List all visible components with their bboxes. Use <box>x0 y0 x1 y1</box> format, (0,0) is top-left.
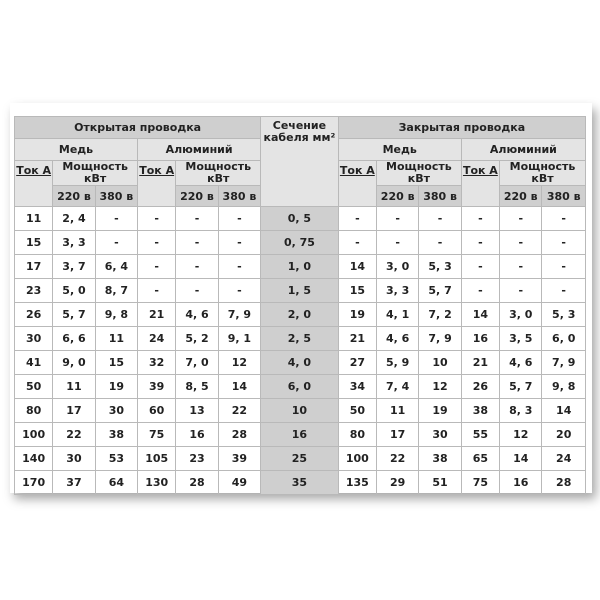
voltage-220-header: 220 в <box>376 186 418 207</box>
table-cell: 14 <box>500 447 542 471</box>
voltage-380-header: 380 в <box>218 186 260 207</box>
table-cell: 5, 0 <box>53 279 95 303</box>
table-cell: 135 <box>338 471 376 495</box>
table-cell: 37 <box>53 471 95 495</box>
table-cell: 3, 0 <box>376 255 418 279</box>
table-cell: 39 <box>138 375 176 399</box>
table-cell: 2, 4 <box>53 207 95 231</box>
table-cell: 15 <box>338 279 376 303</box>
table-cell: 64 <box>95 471 137 495</box>
table-cell: 22 <box>53 423 95 447</box>
table-cell: 53 <box>95 447 137 471</box>
table-cell: 17 <box>53 399 95 423</box>
table-cell: 38 <box>95 423 137 447</box>
table-cell: 23 <box>15 279 53 303</box>
table-cell: 7, 9 <box>218 303 260 327</box>
voltage-380-header: 380 в <box>95 186 137 207</box>
table-row <box>15 351 586 375</box>
table-cell: - <box>218 207 260 231</box>
table-cell: 17 <box>376 423 418 447</box>
table-cell: 16 <box>176 423 218 447</box>
table-row <box>15 423 586 447</box>
table-cell: 170 <box>15 471 53 495</box>
table-row <box>15 279 586 303</box>
voltage-380-header: 380 в <box>419 186 461 207</box>
table-cell: - <box>500 207 542 231</box>
table-cell: - <box>218 231 260 255</box>
table-cell: 32 <box>138 351 176 375</box>
table-cell: 30 <box>419 423 461 447</box>
table-cell: 9, 8 <box>542 375 586 399</box>
table-cell: - <box>376 231 418 255</box>
table-body <box>15 207 586 495</box>
closed-copper-current-header: Ток А <box>338 161 376 207</box>
section-cell: 2, 5 <box>261 327 339 351</box>
table-cell: 7, 9 <box>542 351 586 375</box>
section-cell: 0, 75 <box>261 231 339 255</box>
table-cell: 5, 7 <box>419 279 461 303</box>
section-cell: 25 <box>261 447 339 471</box>
table-cell: 28 <box>176 471 218 495</box>
table-cell: 75 <box>138 423 176 447</box>
table-cell: 55 <box>461 423 499 447</box>
table-cell: 8, 3 <box>500 399 542 423</box>
table-cell: 140 <box>15 447 53 471</box>
table-cell: 39 <box>218 447 260 471</box>
table-cell: 30 <box>15 327 53 351</box>
table-cell: 6, 4 <box>95 255 137 279</box>
table-row <box>15 447 586 471</box>
table-cell: 49 <box>218 471 260 495</box>
table-row <box>15 303 586 327</box>
table-cell: 21 <box>338 327 376 351</box>
table-cell: 5, 9 <box>376 351 418 375</box>
table-cell: - <box>542 231 586 255</box>
table-cell: - <box>338 231 376 255</box>
closed-aluminum-header: Алюминий <box>461 139 585 161</box>
table-cell: 19 <box>338 303 376 327</box>
table-cell: 100 <box>15 423 53 447</box>
table-cell: 13 <box>176 399 218 423</box>
table-row <box>15 207 586 231</box>
table-cell: 3, 3 <box>53 231 95 255</box>
table-cell: 4, 6 <box>376 327 418 351</box>
table-cell: - <box>419 231 461 255</box>
table-cell: 51 <box>419 471 461 495</box>
table-cell: 41 <box>15 351 53 375</box>
table-cell: 5, 7 <box>53 303 95 327</box>
table-cell: 7, 4 <box>376 375 418 399</box>
closed-wiring-header: Закрытая проводка <box>338 117 585 139</box>
table-cell: - <box>461 279 499 303</box>
section-header: Сечение кабеля мм² <box>261 117 339 207</box>
table-cell: - <box>176 207 218 231</box>
table-cell: - <box>138 279 176 303</box>
table-cell: 4, 1 <box>376 303 418 327</box>
table-cell: - <box>500 231 542 255</box>
table-cell: 24 <box>542 447 586 471</box>
table-cell: - <box>95 231 137 255</box>
section-cell: 2, 0 <box>261 303 339 327</box>
table-cell: - <box>176 279 218 303</box>
section-cell: 1, 0 <box>261 255 339 279</box>
table-cell: 9, 8 <box>95 303 137 327</box>
closed-aluminum-power-header: Мощность кВт <box>500 161 586 186</box>
table-cell: 21 <box>461 351 499 375</box>
table-cell: 3, 0 <box>500 303 542 327</box>
table-cell: 65 <box>461 447 499 471</box>
table-cell: 3, 5 <box>500 327 542 351</box>
table-cell: 28 <box>542 471 586 495</box>
table-cell: - <box>542 279 586 303</box>
table-cell: 14 <box>218 375 260 399</box>
table-row <box>15 471 586 495</box>
closed-copper-power-header: Мощность кВт <box>376 161 461 186</box>
table-cell: - <box>218 279 260 303</box>
table-cell: 20 <box>542 423 586 447</box>
table-cell: 23 <box>176 447 218 471</box>
table-cell: - <box>419 207 461 231</box>
table-cell: 26 <box>461 375 499 399</box>
table-cell: 34 <box>338 375 376 399</box>
header-row-1 <box>15 117 586 139</box>
open-copper-header: Медь <box>15 139 138 161</box>
table-cell: 6, 6 <box>53 327 95 351</box>
table-cell: 14 <box>338 255 376 279</box>
table-cell: - <box>218 255 260 279</box>
table-cell: - <box>138 255 176 279</box>
table-cell: 21 <box>138 303 176 327</box>
table-row <box>15 231 586 255</box>
table-cell: - <box>542 255 586 279</box>
section-cell: 10 <box>261 399 339 423</box>
section-cell: 35 <box>261 471 339 495</box>
table-cell: 29 <box>376 471 418 495</box>
table-cell: - <box>138 231 176 255</box>
table-cell: 100 <box>338 447 376 471</box>
table-cell: 10 <box>419 351 461 375</box>
table-cell: 11 <box>95 327 137 351</box>
table-cell: 38 <box>419 447 461 471</box>
table-cell: - <box>500 255 542 279</box>
table-cell: 24 <box>138 327 176 351</box>
voltage-220-header: 220 в <box>53 186 95 207</box>
table-cell: 7, 2 <box>419 303 461 327</box>
section-cell: 16 <box>261 423 339 447</box>
table-cell: 80 <box>15 399 53 423</box>
open-aluminum-power-header: Мощность кВт <box>176 161 261 186</box>
table-cell: 26 <box>15 303 53 327</box>
table-cell: 50 <box>338 399 376 423</box>
table-cell: 6, 0 <box>542 327 586 351</box>
table-cell: 12 <box>500 423 542 447</box>
table-cell: 80 <box>338 423 376 447</box>
voltage-220-header: 220 в <box>500 186 542 207</box>
table-cell: 4, 6 <box>500 351 542 375</box>
table-cell: 12 <box>419 375 461 399</box>
open-wiring-header: Открытая проводка <box>15 117 261 139</box>
table-cell: 22 <box>218 399 260 423</box>
table-cell: 7, 0 <box>176 351 218 375</box>
table-cell: 12 <box>218 351 260 375</box>
table-row <box>15 327 586 351</box>
table-cell: 105 <box>138 447 176 471</box>
table-cell: 3, 7 <box>53 255 95 279</box>
voltage-220-header: 220 в <box>176 186 218 207</box>
voltage-380-header: 380 в <box>542 186 586 207</box>
section-cell: 4, 0 <box>261 351 339 375</box>
table-cell: 19 <box>95 375 137 399</box>
table-cell: 75 <box>461 471 499 495</box>
table-cell: 14 <box>542 399 586 423</box>
table-cell: - <box>542 207 586 231</box>
table-row <box>15 255 586 279</box>
table-cell: 16 <box>500 471 542 495</box>
table-cell: - <box>376 207 418 231</box>
table-cell: 8, 5 <box>176 375 218 399</box>
table-cell: - <box>176 255 218 279</box>
table-cell: 28 <box>218 423 260 447</box>
section-cell: 1, 5 <box>261 279 339 303</box>
table-cell: 8, 7 <box>95 279 137 303</box>
table-cell: 22 <box>376 447 418 471</box>
table-cell: 38 <box>461 399 499 423</box>
open-copper-power-header: Мощность кВт <box>53 161 138 186</box>
table-cell: 19 <box>419 399 461 423</box>
table-cell: 50 <box>15 375 53 399</box>
open-aluminum-current-header: Ток А <box>138 161 176 207</box>
table-cell: - <box>138 207 176 231</box>
table-cell: 30 <box>95 399 137 423</box>
table-cell: 4, 6 <box>176 303 218 327</box>
table-cell: 30 <box>53 447 95 471</box>
table-cell: 11 <box>53 375 95 399</box>
table-cell: 27 <box>338 351 376 375</box>
table-cell: 5, 2 <box>176 327 218 351</box>
table-cell: 9, 1 <box>218 327 260 351</box>
table-cell: 60 <box>138 399 176 423</box>
table-cell: - <box>461 207 499 231</box>
table-cell: 14 <box>461 303 499 327</box>
table-cell: 16 <box>461 327 499 351</box>
table-cell: 5, 7 <box>500 375 542 399</box>
table-row <box>15 399 586 423</box>
table-cell: 3, 3 <box>376 279 418 303</box>
table-cell: - <box>176 231 218 255</box>
cable-section-table <box>14 116 586 495</box>
table-cell: - <box>95 207 137 231</box>
table-cell: 130 <box>138 471 176 495</box>
table-cell: - <box>338 207 376 231</box>
table-cell: 11 <box>15 207 53 231</box>
table-row <box>15 375 586 399</box>
table-cell: 5, 3 <box>419 255 461 279</box>
section-cell: 0, 5 <box>261 207 339 231</box>
table-cell: 9, 0 <box>53 351 95 375</box>
section-cell: 6, 0 <box>261 375 339 399</box>
open-copper-current-header: Ток А <box>15 161 53 207</box>
closed-copper-header: Медь <box>338 139 461 161</box>
table-cell: 15 <box>15 231 53 255</box>
table-cell: 7, 9 <box>419 327 461 351</box>
table-cell: 5, 3 <box>542 303 586 327</box>
table-cell: 11 <box>376 399 418 423</box>
table-cell: - <box>461 255 499 279</box>
table-cell: 17 <box>15 255 53 279</box>
table-cell: 15 <box>95 351 137 375</box>
open-aluminum-header: Алюминий <box>138 139 261 161</box>
closed-aluminum-current-header: Ток А <box>461 161 499 207</box>
table-cell: - <box>500 279 542 303</box>
table-cell: - <box>461 231 499 255</box>
